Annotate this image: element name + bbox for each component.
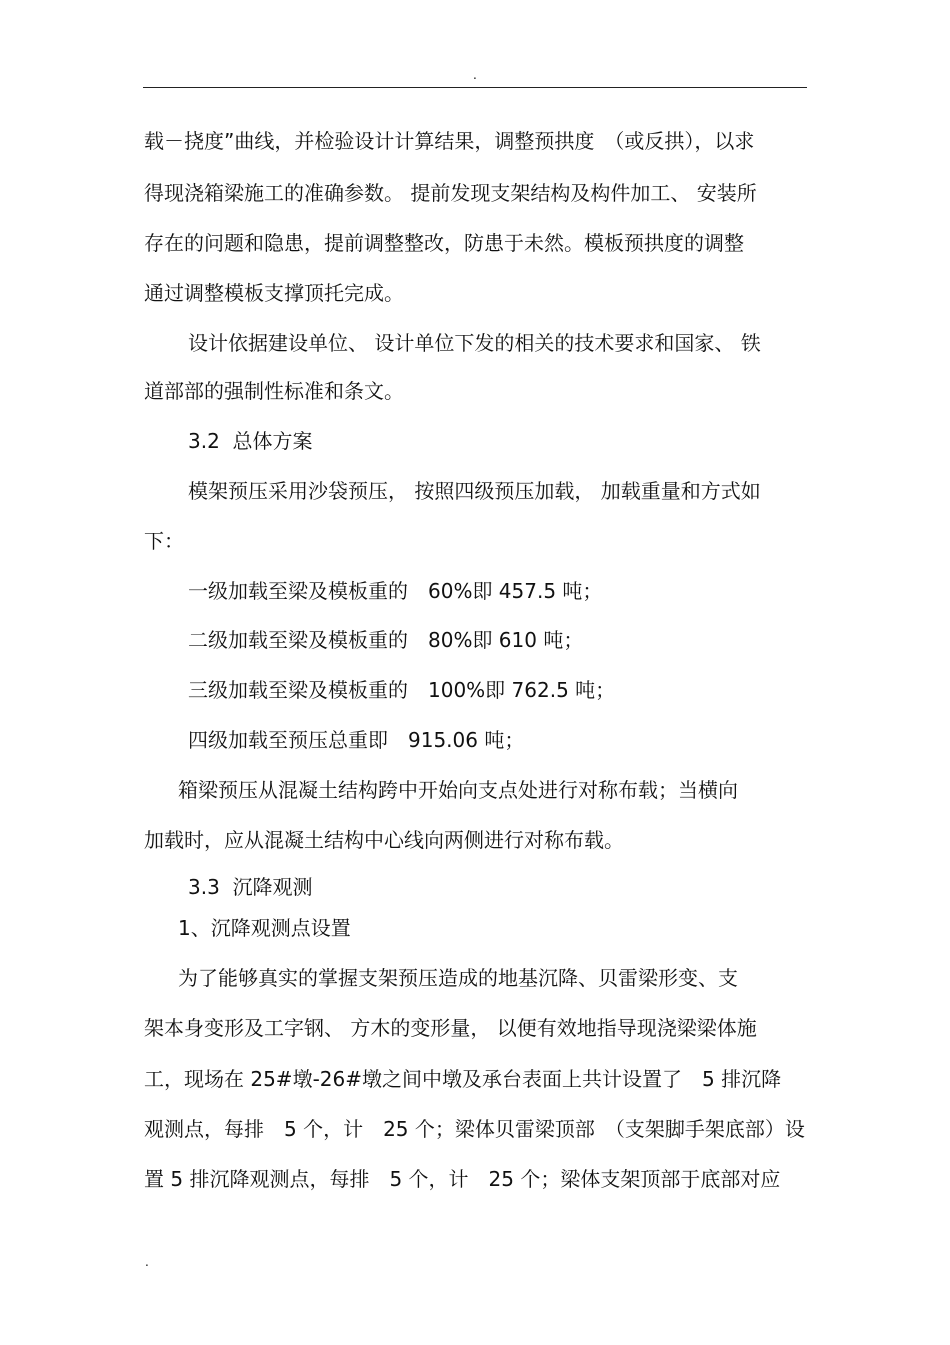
load-level-1: 一级加载至梁及模板重的 60%即 457.5 吨； (188, 579, 603, 603)
load-level-3: 三级加载至梁及模板重的 100%即 762.5 吨； (188, 678, 616, 702)
body-line-4: 通过调整模板支撑顶托完成。 (144, 281, 404, 305)
body-line-5: 设计依据建设单位、 设计单位下发的相关的技术要求和国家、 铁 (188, 331, 761, 355)
load-level-4: 四级加载至预压总重即 915.06 吨； (188, 728, 525, 752)
body-line-20: 工，现场在 25#墩-26#墩之间中墩及承台表面上共计设置了 5 排沉降 (144, 1067, 782, 1091)
body-line-18: 为了能够真实的掌握支架预压造成的地基沉降、贝雷梁形变、支 (178, 966, 738, 990)
body-line-9: 下： (144, 529, 184, 553)
body-line-3: 存在的问题和隐患，提前调整整改，防患于未然。模板预拱度的调整 (144, 231, 744, 255)
body-line-8: 模架预压采用沙袋预压， 按照四级预压加载， 加载重量和方式如 (188, 479, 761, 503)
body-line-19: 架本身变形及工字钢、 方木的变形量， 以便有效地指导现浇梁梁体施 (144, 1016, 757, 1040)
subheading-observation-points: 1、沉降观测点设置 (178, 916, 351, 940)
header-rule (143, 87, 807, 88)
body-line-14: 箱梁预压从混凝土结构跨中开始向支点处进行对称布载；当横向 (178, 778, 738, 802)
body-line-21: 观测点，每排 5 个，计 25 个；梁体贝雷梁顶部 （支架脚手架底部）设 (144, 1117, 805, 1141)
body-line-15: 加载时，应从混凝土结构中心线向两侧进行对称布载。 (144, 828, 624, 852)
body-line-22: 置 5 排沉降观测点，每排 5 个，计 25 个；梁体支架顶部于底部对应 (144, 1167, 781, 1191)
section-heading-3-3: 3.3 沉降观测 (188, 875, 313, 899)
body-line-6: 道部部的强制性标准和条文。 (144, 379, 404, 403)
body-line-1: 载－挠度”曲线，并检验设计计算结果，调整预拱度 （或反拱），以求 (144, 129, 755, 153)
load-level-2: 二级加载至梁及模板重的 80%即 610 吨； (188, 628, 584, 652)
footer-mark: . (145, 1255, 149, 1269)
section-heading-3-2: 3.2 总体方案 (188, 429, 313, 453)
header-mark: . (473, 68, 477, 82)
body-line-2: 得现浇箱梁施工的准确参数。 提前发现支架结构及构件加工、 安装所 (144, 181, 757, 205)
